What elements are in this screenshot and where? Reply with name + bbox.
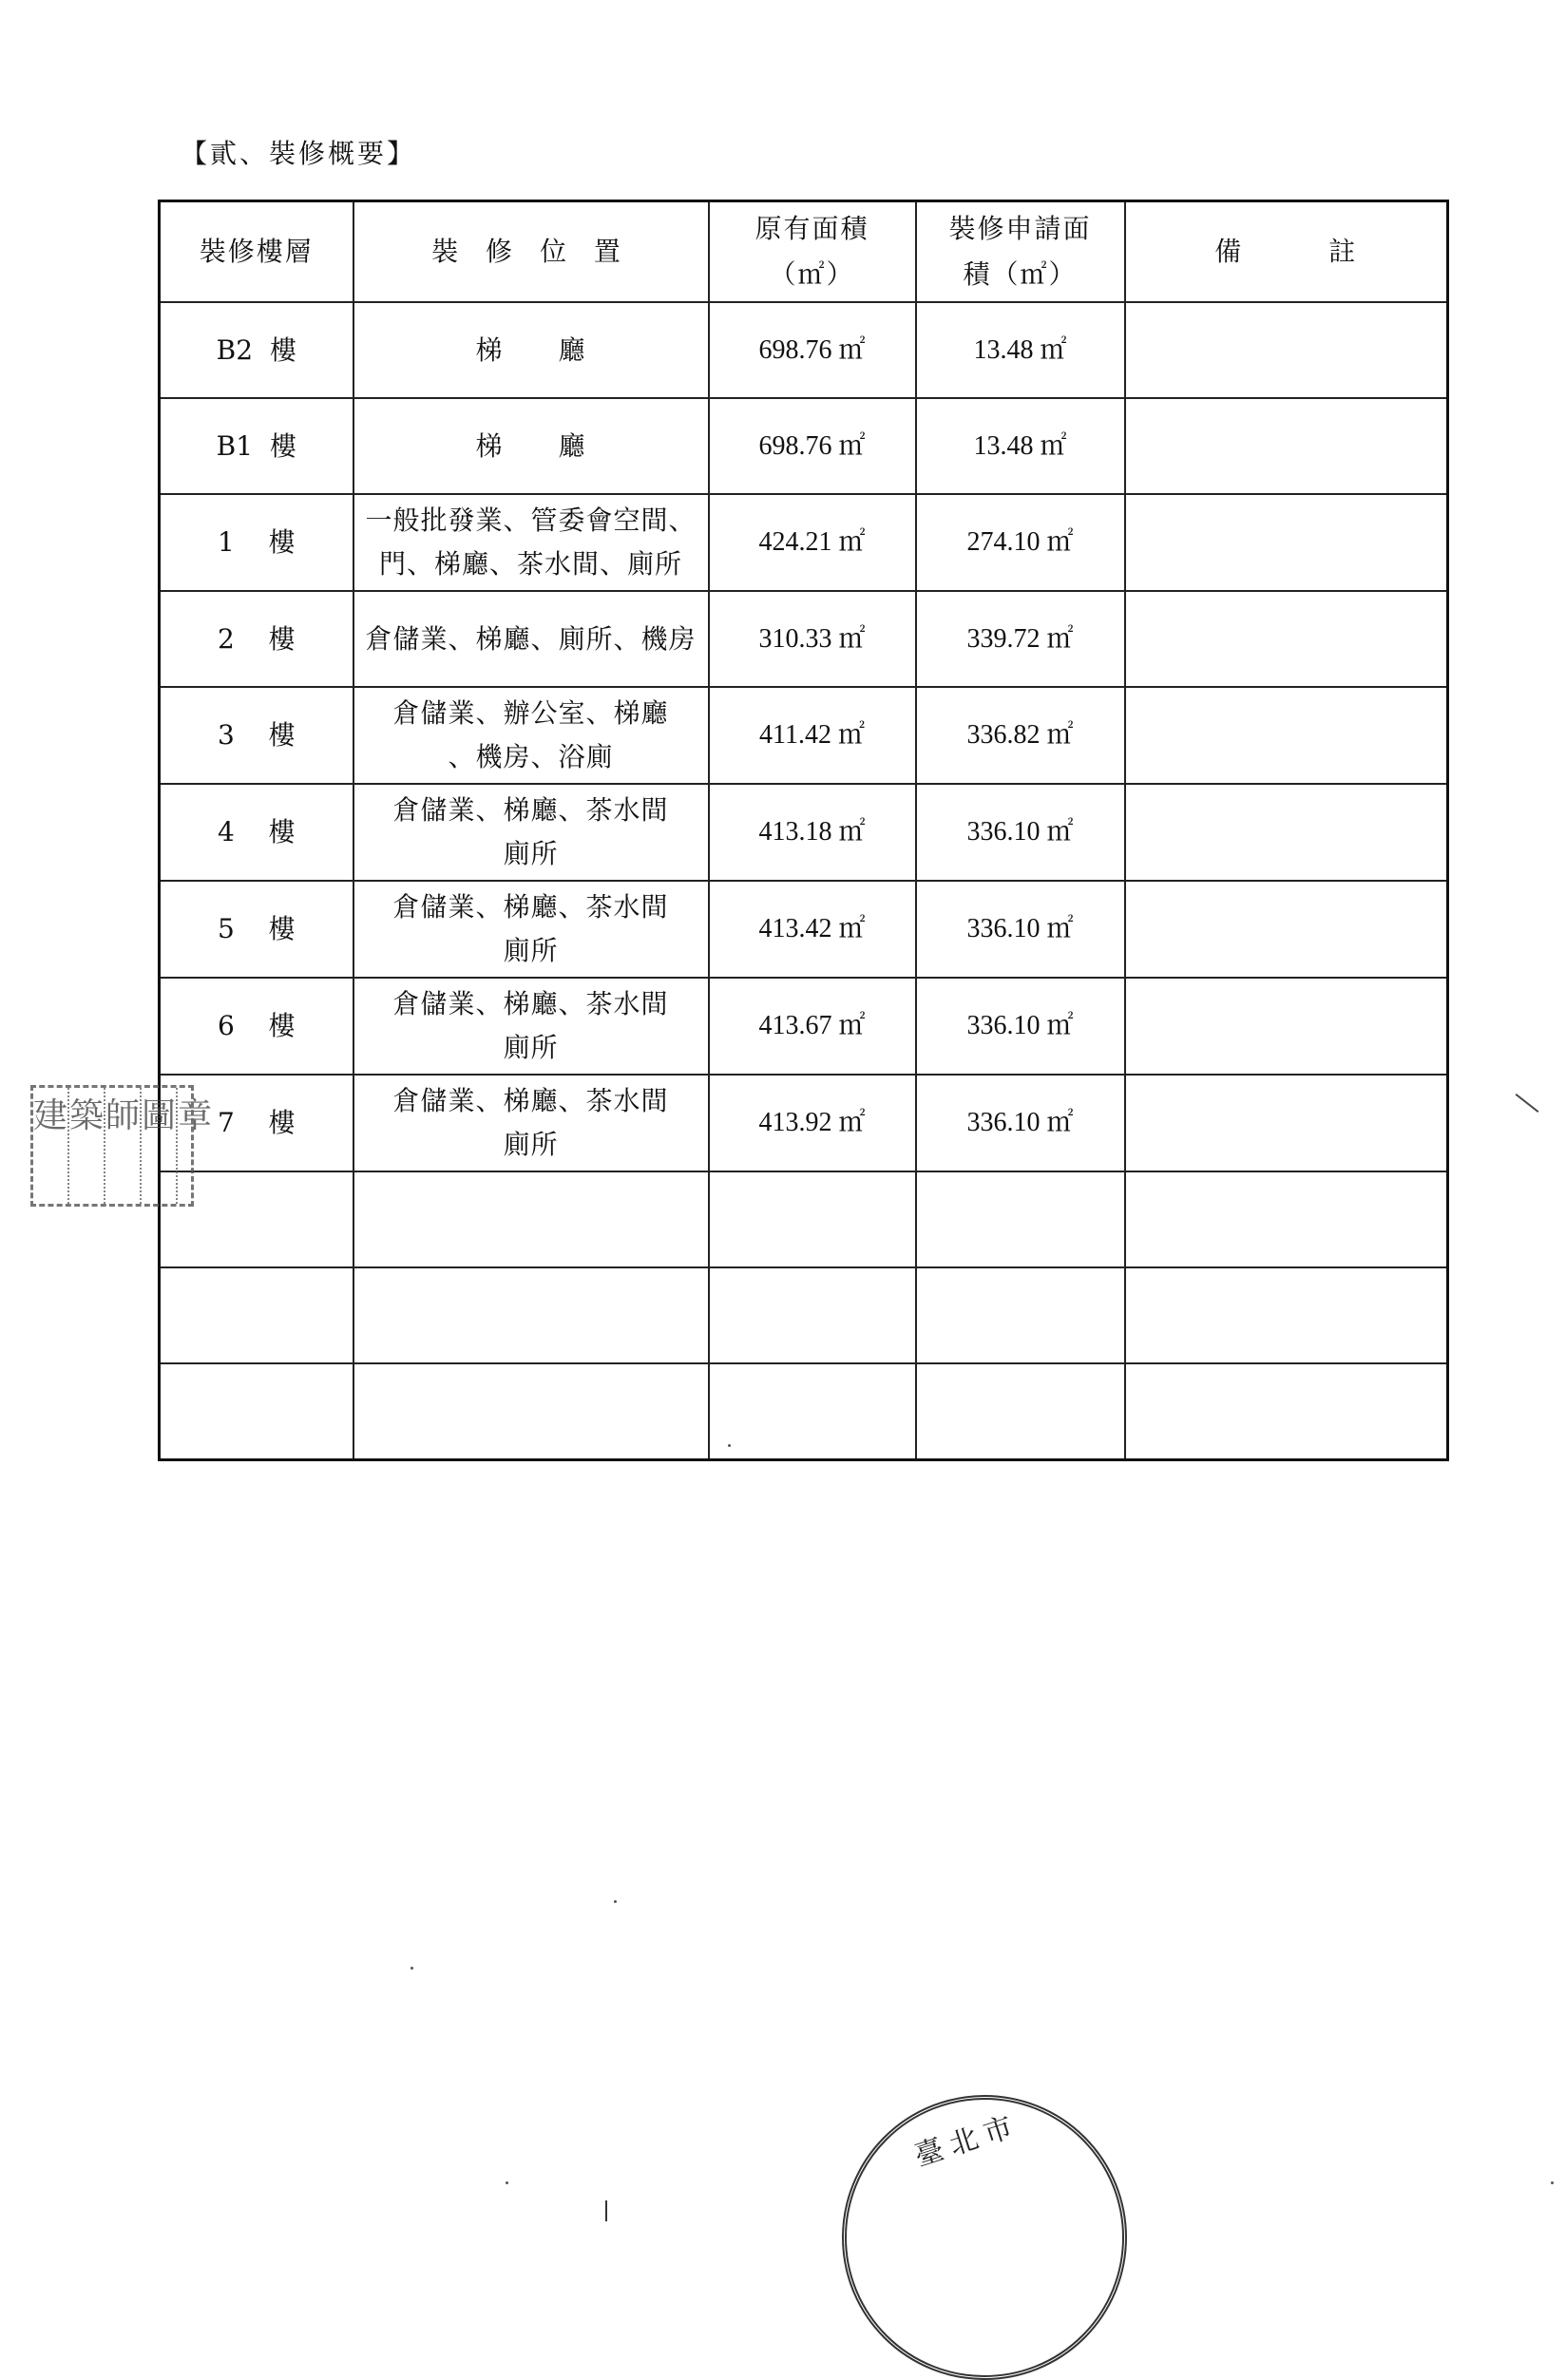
floor-cell: B2 樓 <box>160 302 353 398</box>
original-area-cell: 424.21 ㎡ <box>709 494 916 591</box>
location-cell <box>353 784 709 881</box>
remarks-cell <box>1125 591 1448 687</box>
applied-area-cell: 336.10 ㎡ <box>916 1075 1125 1171</box>
original-area-cell <box>709 1363 916 1459</box>
location-cell <box>353 1075 709 1171</box>
stamp-char: 師 <box>105 1088 142 1204</box>
location-cell <box>353 1267 709 1363</box>
floor-cell: 7 樓 <box>160 1075 353 1171</box>
location-cell <box>353 494 709 591</box>
header-original-area-line1: 原有面積 <box>754 213 869 244</box>
scan-mark <box>1516 1094 1539 1113</box>
location-line2: 廁所 <box>503 1032 559 1063</box>
official-seal-text: 臺北市 <box>910 2108 1024 2174</box>
location-line1: 梯 廳 <box>475 333 586 366</box>
location-cell <box>353 687 709 784</box>
floor-cell <box>160 1363 353 1459</box>
location-line1: 倉儲業、梯廳、廁所、機房 <box>365 622 697 655</box>
stamp-char: 章 <box>178 1096 213 1135</box>
header-floor: 裝修樓層 <box>160 201 353 303</box>
remarks-cell <box>1125 1171 1448 1267</box>
header-original-area <box>709 201 916 303</box>
table-row <box>160 1075 1448 1171</box>
floor-cell: 6 樓 <box>160 978 353 1075</box>
location-line1: 倉儲業、梯廳、茶水間 <box>392 1085 669 1116</box>
applied-area-cell: 13.48 ㎡ <box>916 398 1125 494</box>
original-area-cell: 411.42 ㎡ <box>709 687 916 784</box>
applied-area-cell <box>916 1171 1125 1267</box>
remarks-cell <box>1125 978 1448 1075</box>
applied-area-cell: 336.10 ㎡ <box>916 784 1125 881</box>
floor-cell: 4 樓 <box>160 784 353 881</box>
original-area-cell: 310.33 ㎡ <box>709 591 916 687</box>
table-row <box>160 978 1448 1075</box>
applied-area-cell: 339.72 ㎡ <box>916 591 1125 687</box>
remarks-cell <box>1125 398 1448 494</box>
table-row <box>160 687 1448 784</box>
original-area-cell: 413.92 ㎡ <box>709 1075 916 1171</box>
table-row <box>160 1267 1448 1363</box>
applied-area-cell <box>916 1267 1125 1363</box>
location-cell <box>353 978 709 1075</box>
header-original-area-line2: （㎡） <box>769 258 855 290</box>
applied-area-cell <box>916 1363 1125 1459</box>
scan-speck <box>728 1444 731 1447</box>
original-area-cell: 413.42 ㎡ <box>709 881 916 978</box>
header-remarks: 備 註 <box>1125 201 1448 303</box>
location-cell <box>353 302 709 398</box>
original-area-cell: 698.76 ㎡ <box>709 302 916 398</box>
stamp-char: 圖 <box>142 1088 178 1204</box>
location-line2: 廁所 <box>503 1129 559 1160</box>
location-cell <box>353 881 709 978</box>
location-line1: 倉儲業、梯廳、茶水間 <box>392 891 669 923</box>
floor-cell <box>160 1267 353 1363</box>
applied-area-cell: 336.10 ㎡ <box>916 978 1125 1075</box>
scan-speck <box>1551 2181 1554 2184</box>
scan-speck <box>411 1967 413 1970</box>
location-cell <box>353 591 709 687</box>
original-area-cell: 698.76 ㎡ <box>709 398 916 494</box>
location-line1: 倉儲業、辦公室、梯廳 <box>392 697 669 729</box>
floor-cell: B1 樓 <box>160 398 353 494</box>
original-area-cell: 413.67 ㎡ <box>709 978 916 1075</box>
architect-stamp <box>30 1085 213 1207</box>
floor-cell: 2 樓 <box>160 591 353 687</box>
table-row <box>160 302 1448 398</box>
original-area-cell <box>709 1171 916 1267</box>
table-row <box>160 881 1448 978</box>
header-location-label: 裝 修 位 置 <box>431 236 630 267</box>
location-line2: 廁所 <box>503 935 559 966</box>
location-line2: 、機房、浴廁 <box>448 741 614 772</box>
scan-speck <box>506 2181 508 2184</box>
location-line1: 梯 廳 <box>475 429 586 462</box>
renovation-summary-table <box>158 200 1449 1461</box>
applied-area-cell: 13.48 ㎡ <box>916 302 1125 398</box>
original-area-cell: 413.18 ㎡ <box>709 784 916 881</box>
remarks-cell <box>1125 881 1448 978</box>
remarks-cell <box>1125 687 1448 784</box>
section-heading: 【貳、裝修概要】 <box>181 138 417 169</box>
table-row <box>160 398 1448 494</box>
location-line1: 一般批發業、管委會空間、 <box>365 505 697 536</box>
remarks-cell <box>1125 302 1448 398</box>
location-line2: 廁所 <box>503 838 559 869</box>
remarks-cell <box>1125 494 1448 591</box>
location-line1: 倉儲業、梯廳、茶水間 <box>392 988 669 1019</box>
table-row <box>160 1363 1448 1459</box>
table-row <box>160 494 1448 591</box>
applied-area-cell: 274.10 ㎡ <box>916 494 1125 591</box>
remarks-cell <box>1125 784 1448 881</box>
applied-area-cell: 336.10 ㎡ <box>916 881 1125 978</box>
table-row <box>160 591 1448 687</box>
header-applied-area <box>916 201 1125 303</box>
location-cell <box>353 1363 709 1459</box>
location-line1: 倉儲業、梯廳、茶水間 <box>392 794 669 826</box>
remarks-cell <box>1125 1267 1448 1363</box>
stamp-char: 築 <box>69 1088 105 1204</box>
remarks-cell <box>1125 1363 1448 1459</box>
remarks-cell <box>1125 1075 1448 1171</box>
header-applied-area-line2: 積（㎡） <box>963 258 1078 290</box>
applied-area-cell: 336.82 ㎡ <box>916 687 1125 784</box>
header-location <box>353 201 709 303</box>
scan-mark-bottom <box>605 2200 607 2221</box>
scan-speck <box>614 1900 617 1903</box>
original-area-cell <box>709 1267 916 1363</box>
floor-cell: 5 樓 <box>160 881 353 978</box>
table-header-row <box>160 201 1448 303</box>
table-row <box>160 784 1448 881</box>
location-cell <box>353 398 709 494</box>
table-row <box>160 1171 1448 1267</box>
header-applied-area-line1: 裝修申請面 <box>948 213 1092 244</box>
location-cell <box>353 1171 709 1267</box>
floor-cell: 3 樓 <box>160 687 353 784</box>
floor-cell: 1 樓 <box>160 494 353 591</box>
stamp-char: 建 <box>33 1088 69 1204</box>
location-line2: 門、梯廳、茶水間、廁所 <box>378 548 682 580</box>
